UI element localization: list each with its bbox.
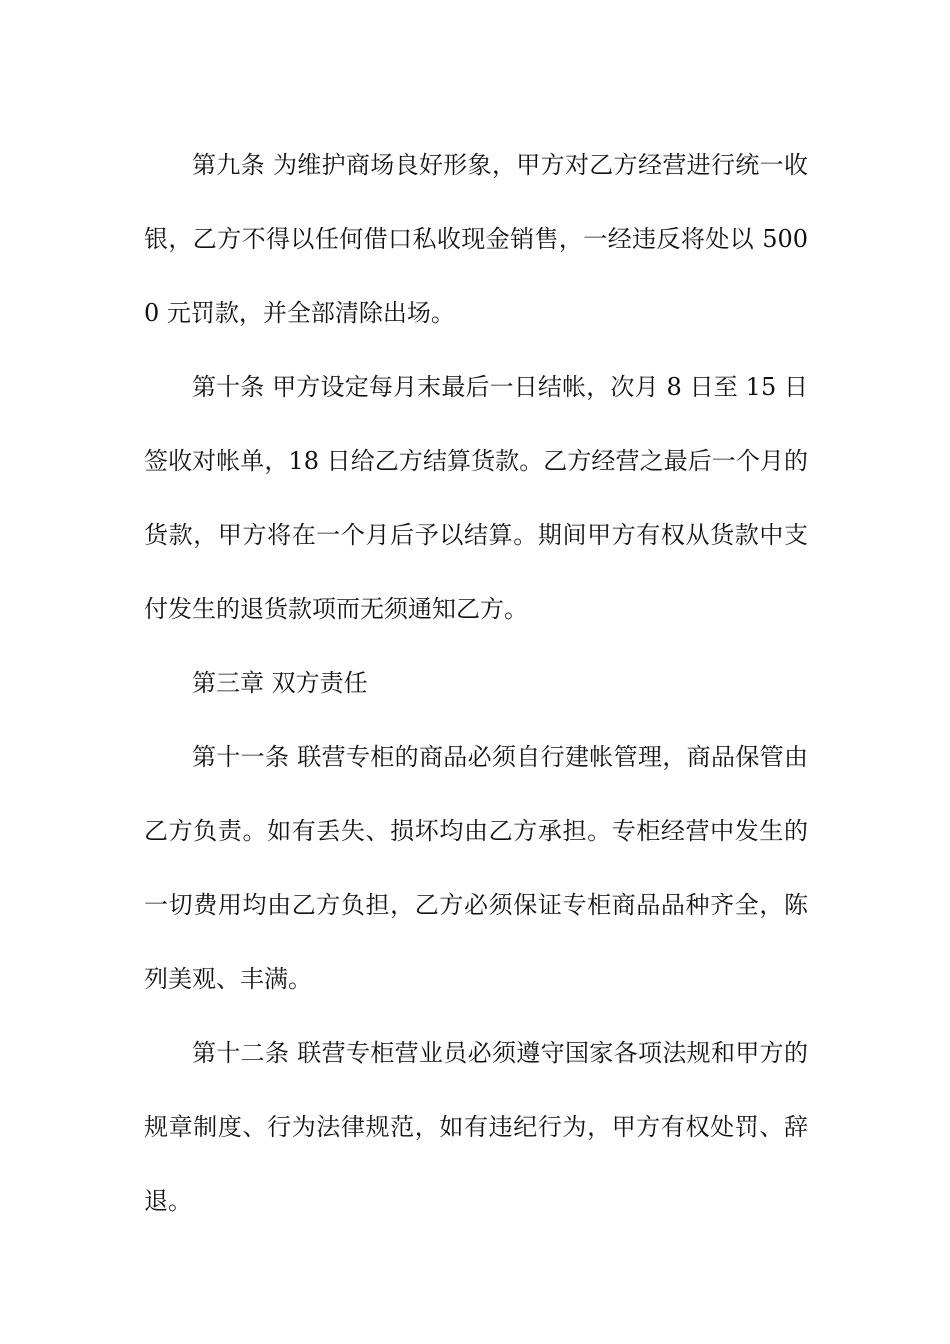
- paragraph-article-9: 第九条 为维护商场良好形象，甲方对乙方经营进行统一收银，乙方不得以任何借口私收现金销售，一经违反将处以 5000 元罚款，并全部清除出场。: [144, 151, 808, 327]
- chapter-heading: 第三章 双方责任: [192, 669, 368, 697]
- paragraph-article-10: 第十条 甲方设定每月末最后一日结帐，次月 8 日至 15 日签收对帐单，18 日给乙方结算货款。乙方经营之最后一个月的货款，甲方将在一个月后予以结算。期间甲方有权从货款中支付发生的退货款项而无须通知乙方。: [144, 373, 808, 623]
- paragraph-article-12: 第十二条 联营专柜营业员必须遵守国家各项法规和甲方的规章制度、行为法律规范，如有违纪行为，甲方有权处罚、辞退。: [144, 1039, 808, 1215]
- document-body: [144, 128, 808, 1238]
- paragraph-article-11: 第十一条 联营专柜的商品必须自行建帐管理，商品保管由乙方负责。如有丢失、损坏均由乙方承担。专柜经营中发生的一切费用均由乙方负担，乙方必须保证专柜商品品种齐全，陈列美观、丰满。: [144, 743, 808, 993]
